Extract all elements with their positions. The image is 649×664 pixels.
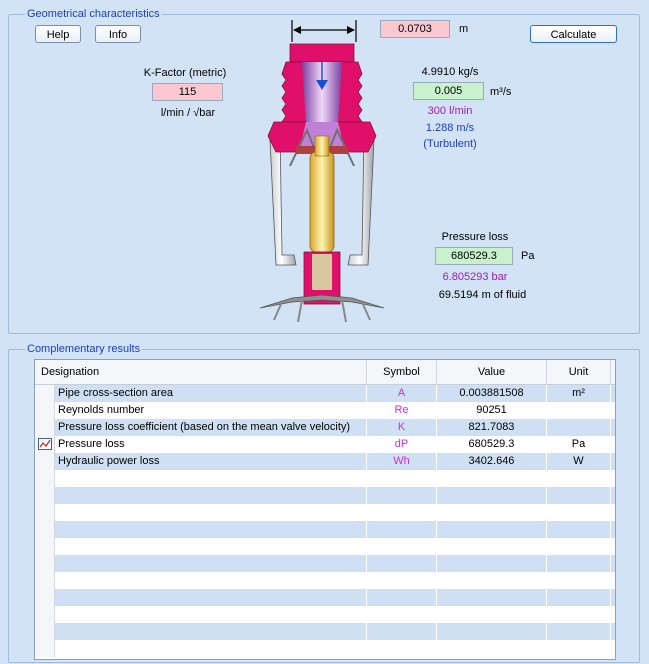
cell-unit bbox=[547, 402, 611, 419]
cell-symbol: Re bbox=[367, 402, 437, 419]
cell-symbol bbox=[367, 538, 437, 555]
table-row[interactable] bbox=[35, 555, 615, 572]
cell-unit: W bbox=[547, 453, 611, 470]
cell-symbol bbox=[367, 521, 437, 538]
table-row[interactable] bbox=[35, 436, 615, 453]
table-row[interactable] bbox=[35, 453, 615, 470]
flow-unit: m³/s bbox=[490, 86, 512, 98]
cell-unit: Pa bbox=[547, 436, 611, 453]
header-designation[interactable]: Designation bbox=[35, 360, 367, 384]
complementary-section-title: Complementary results bbox=[27, 343, 141, 355]
row-gutter bbox=[35, 555, 55, 572]
cell-value bbox=[437, 521, 547, 538]
cell-symbol bbox=[367, 555, 437, 572]
cell-unit bbox=[547, 521, 611, 538]
pressure-loss-output[interactable] bbox=[435, 247, 513, 265]
cell-designation: Pressure loss coefficient (based on the mean valve velocity) bbox=[55, 419, 367, 436]
cell-designation: Reynolds number bbox=[55, 402, 367, 419]
results-table bbox=[34, 359, 616, 660]
pressure-loss-label: Pressure loss bbox=[441, 231, 509, 243]
cell-symbol bbox=[367, 470, 437, 487]
cell-value bbox=[437, 555, 547, 572]
cell-unit bbox=[547, 470, 611, 487]
table-row[interactable] bbox=[35, 402, 615, 419]
flow-lmin-text: 300 l/min bbox=[427, 105, 473, 117]
row-gutter bbox=[35, 385, 55, 402]
cell-value: 90251 bbox=[437, 402, 547, 419]
massflow-text: 4.9910 kg/s bbox=[421, 66, 479, 78]
cell-value bbox=[437, 589, 547, 606]
chart-icon[interactable] bbox=[38, 438, 52, 450]
cell-designation bbox=[55, 538, 367, 555]
header-value[interactable]: Value bbox=[437, 360, 547, 384]
header-unit[interactable]: Unit bbox=[547, 360, 611, 384]
cell-unit: m² bbox=[547, 385, 611, 402]
cell-value bbox=[437, 606, 547, 623]
table-row[interactable] bbox=[35, 487, 615, 504]
cell-value bbox=[437, 504, 547, 521]
cell-unit bbox=[547, 504, 611, 521]
row-gutter bbox=[35, 504, 55, 521]
cell-symbol bbox=[367, 504, 437, 521]
cell-unit bbox=[547, 538, 611, 555]
cell-unit bbox=[547, 640, 611, 657]
cell-symbol bbox=[367, 623, 437, 640]
row-gutter bbox=[35, 453, 55, 470]
cell-value: 3402.646 bbox=[437, 453, 547, 470]
cell-value bbox=[437, 538, 547, 555]
cell-symbol: dP bbox=[367, 436, 437, 453]
cell-designation bbox=[55, 606, 367, 623]
cell-designation bbox=[55, 589, 367, 606]
table-row[interactable] bbox=[35, 538, 615, 555]
cell-value bbox=[437, 487, 547, 504]
cell-designation bbox=[55, 623, 367, 640]
cell-designation: Pipe cross-section area bbox=[55, 385, 367, 402]
table-row[interactable] bbox=[35, 606, 615, 623]
cell-designation bbox=[55, 470, 367, 487]
row-gutter bbox=[35, 521, 55, 538]
cell-designation: Hydraulic power loss bbox=[55, 453, 367, 470]
cell-symbol: Wh bbox=[367, 453, 437, 470]
row-gutter bbox=[35, 589, 55, 606]
cell-unit bbox=[547, 419, 611, 436]
calculate-button[interactable]: Calculate bbox=[530, 25, 617, 43]
kfactor-input[interactable] bbox=[152, 83, 223, 101]
cell-symbol bbox=[367, 606, 437, 623]
table-row[interactable] bbox=[35, 623, 615, 640]
diameter-dimension-arrow bbox=[288, 20, 360, 42]
table-header bbox=[35, 360, 615, 385]
cell-symbol: A bbox=[367, 385, 437, 402]
row-gutter bbox=[35, 640, 55, 657]
flow-input[interactable] bbox=[413, 82, 484, 100]
table-row[interactable] bbox=[35, 640, 615, 657]
velocity-text: 1.288 m/s bbox=[425, 122, 475, 134]
row-gutter bbox=[35, 402, 55, 419]
table-row[interactable] bbox=[35, 385, 615, 402]
cell-value bbox=[437, 572, 547, 589]
cell-value bbox=[437, 623, 547, 640]
cell-value bbox=[437, 640, 547, 657]
cell-designation bbox=[55, 640, 367, 657]
kfactor-unit: l/min / √bar bbox=[160, 107, 216, 119]
table-row[interactable] bbox=[35, 504, 615, 521]
cell-unit bbox=[547, 589, 611, 606]
info-button[interactable]: Info bbox=[95, 25, 141, 43]
cell-unit bbox=[547, 555, 611, 572]
cell-symbol: K bbox=[367, 419, 437, 436]
cell-designation bbox=[55, 504, 367, 521]
geometry-section-title: Geometrical characteristics bbox=[27, 8, 160, 20]
pressure-loss-unit: Pa bbox=[521, 250, 535, 262]
cell-symbol bbox=[367, 640, 437, 657]
row-gutter bbox=[35, 572, 55, 589]
row-gutter bbox=[35, 436, 55, 453]
cell-value bbox=[437, 470, 547, 487]
row-gutter bbox=[35, 606, 55, 623]
row-gutter bbox=[35, 419, 55, 436]
sprinkler-illustration bbox=[252, 40, 392, 325]
cell-symbol bbox=[367, 572, 437, 589]
row-gutter bbox=[35, 623, 55, 640]
pressure-loss-fluid: 69.5194 m of fluid bbox=[438, 289, 527, 301]
cell-unit bbox=[547, 572, 611, 589]
table-row[interactable] bbox=[35, 470, 615, 487]
cell-unit bbox=[547, 623, 611, 640]
table-row[interactable] bbox=[35, 419, 615, 436]
cell-value: 0.003881508 bbox=[437, 385, 547, 402]
header-symbol[interactable]: Symbol bbox=[367, 360, 437, 384]
table-row[interactable] bbox=[35, 589, 615, 606]
regime-text: (Turbulent) bbox=[423, 138, 477, 150]
cell-unit bbox=[547, 487, 611, 504]
diameter-unit: m bbox=[459, 23, 469, 35]
cell-symbol bbox=[367, 589, 437, 606]
cell-designation bbox=[55, 572, 367, 589]
cell-designation bbox=[55, 487, 367, 504]
cell-symbol bbox=[367, 487, 437, 504]
cell-value: 821.7083 bbox=[437, 419, 547, 436]
row-gutter bbox=[35, 538, 55, 555]
cell-designation: Pressure loss bbox=[55, 436, 367, 453]
kfactor-label: K-Factor (metric) bbox=[143, 67, 227, 79]
row-gutter bbox=[35, 487, 55, 504]
row-gutter bbox=[35, 470, 55, 487]
cell-value: 680529.3 bbox=[437, 436, 547, 453]
cell-designation bbox=[55, 555, 367, 572]
diameter-input[interactable] bbox=[380, 20, 450, 38]
table-row[interactable] bbox=[35, 521, 615, 538]
help-button[interactable]: Help bbox=[35, 25, 81, 43]
cell-unit bbox=[547, 606, 611, 623]
pressure-loss-bar: 6.805293 bar bbox=[442, 271, 508, 283]
cell-designation bbox=[55, 521, 367, 538]
table-row[interactable] bbox=[35, 572, 615, 589]
